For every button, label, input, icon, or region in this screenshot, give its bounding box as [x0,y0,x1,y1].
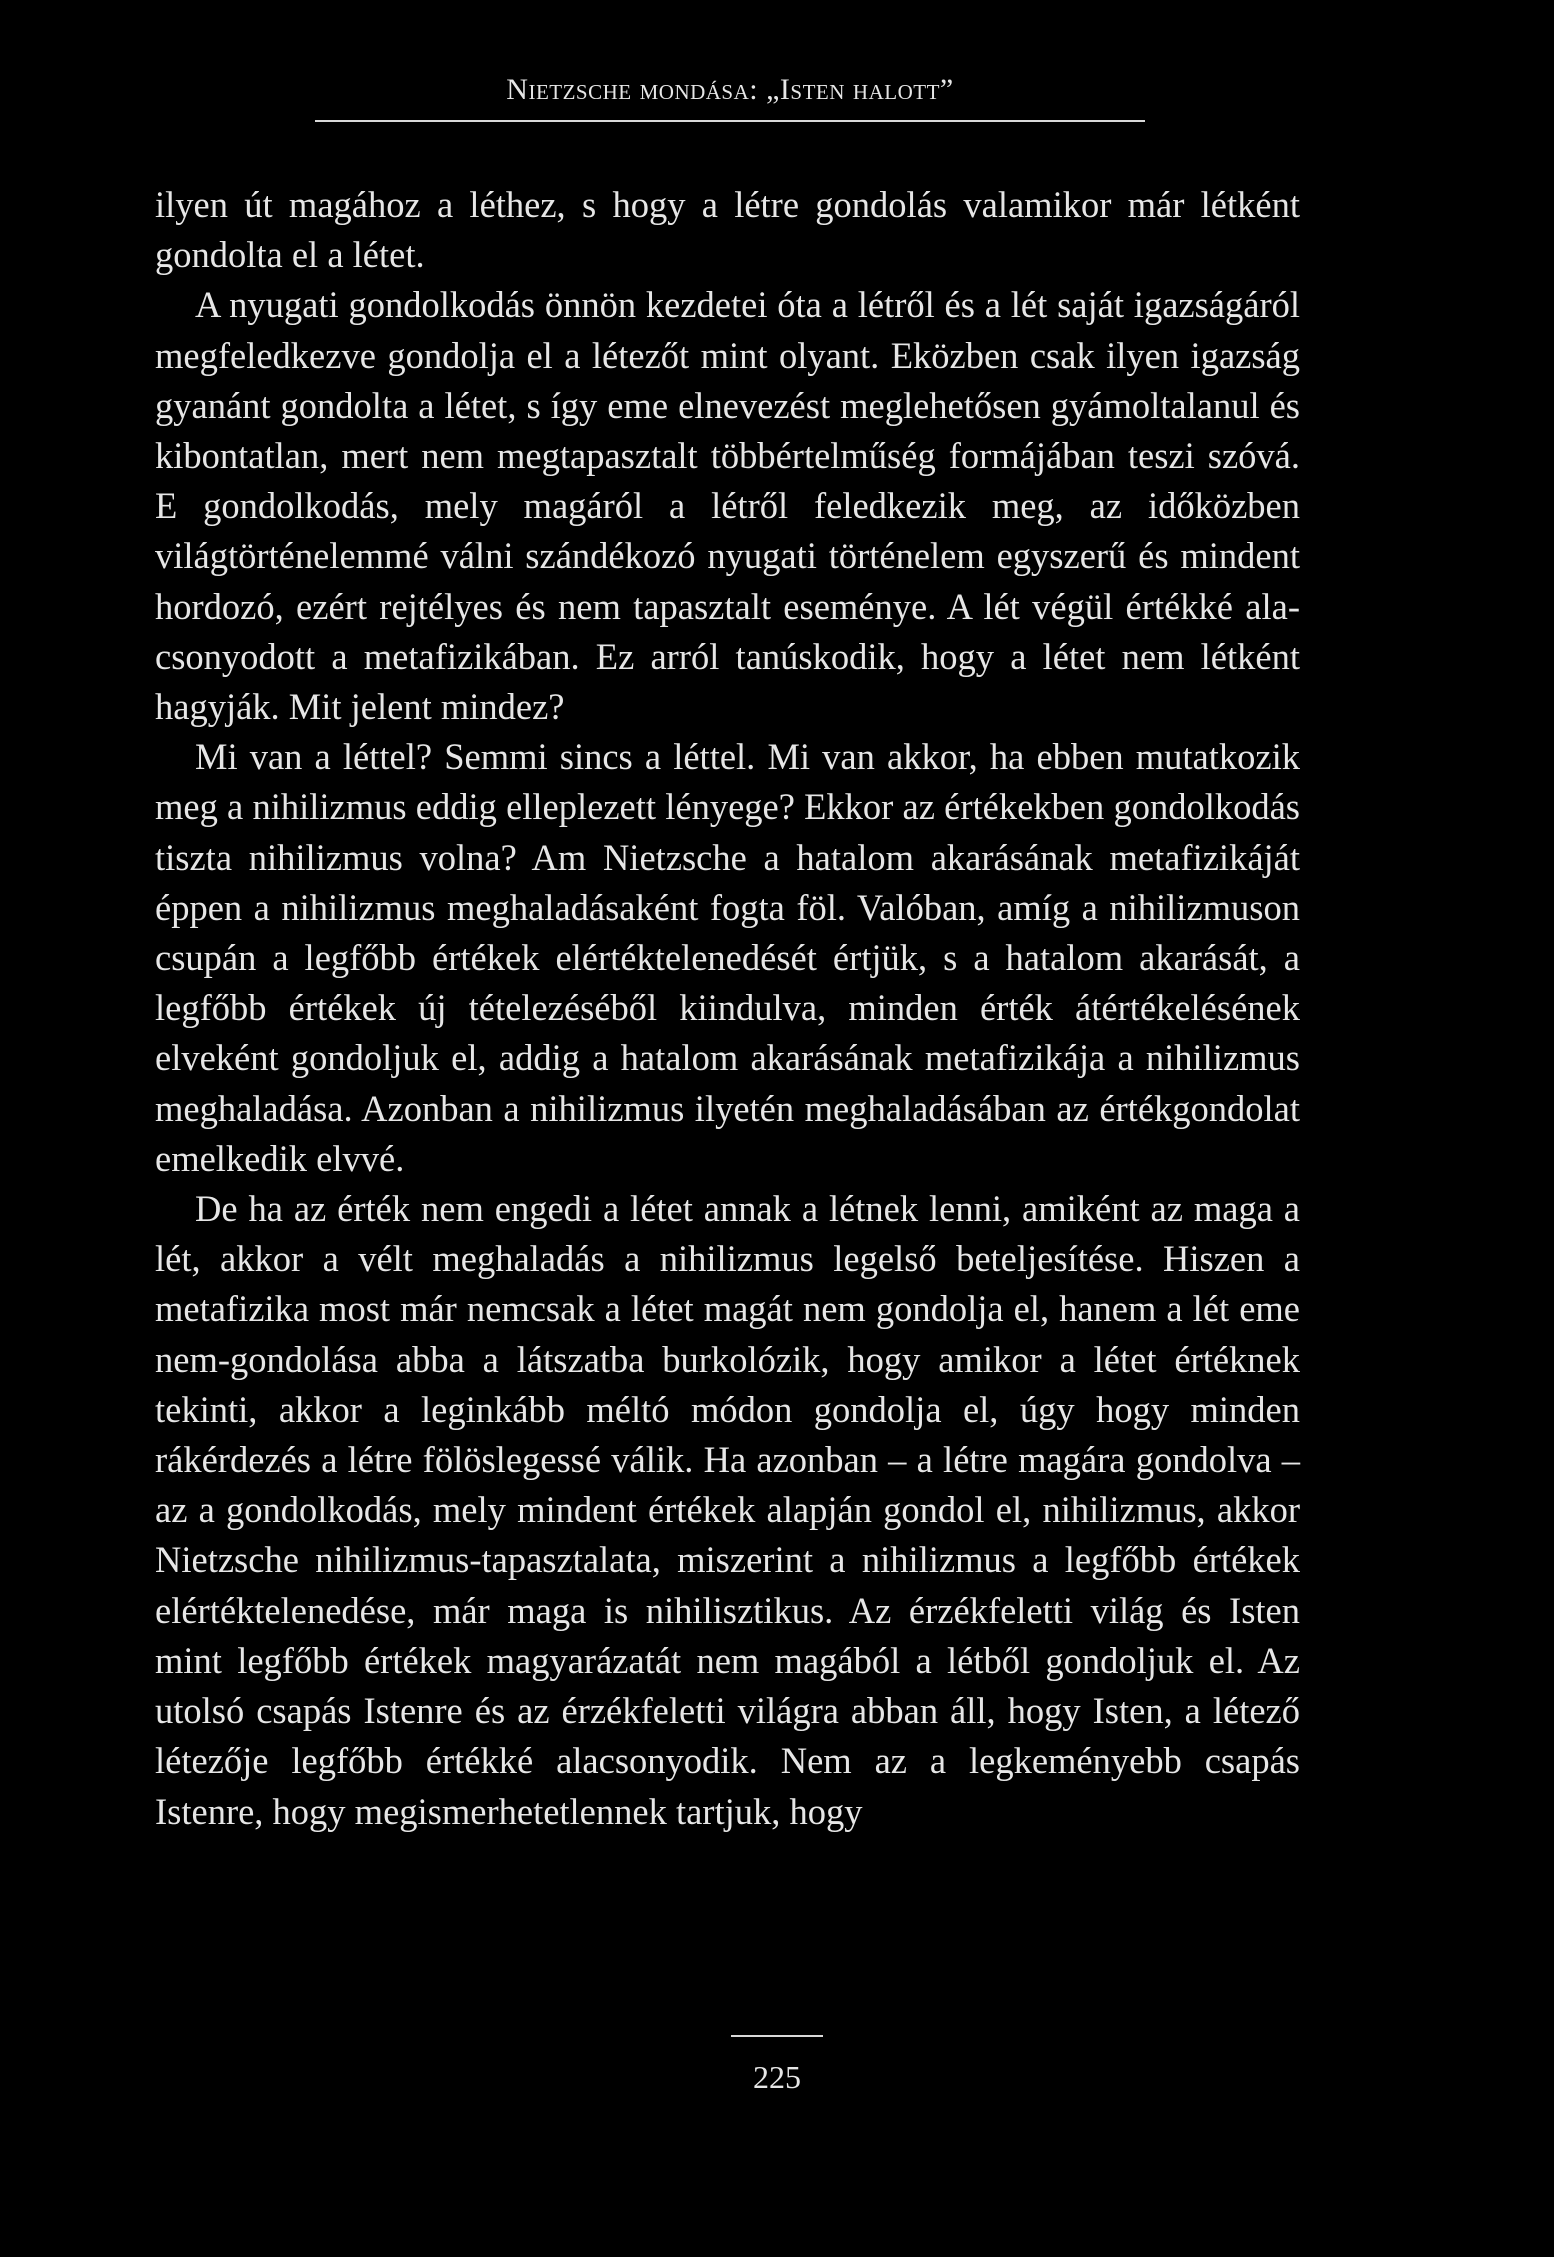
body-text [155,180,1300,1837]
page-footer [0,2035,1554,2097]
paragraph: Mi van a léttel? Semmi sincs a léttel. Mi van akkor, ha ebben mutatkozik meg a nihilizmus eddig elleplezett lényege? Ekkor az értékekben gondolkodás tiszta nihilizmus volna? Am Nietzsche a hatalom akarásának metafizikáját éppen a nihilizmus meghaladásaként fogta föl. Valóban, amíg a nihilizmuson csupán a legfőbb értékek elértéktelenedését értjük, s a hatalom akarását, a legfőbb értékek új tételezéséből kiindulva, minden érték átértékelésének elveként gondoljuk el, addig a hatalom akarásának metafizikája a nihilizmus meghaladása. Azonban a nihilizmus ilyetén meghaladásában az értékgondolat emelkedik elvvé. [155,736,1300,1179]
paragraph: De ha az érték nem engedi a létet annak a létnek lenni, amiként az maga a lét, akkor a vélt meghaladás a nihilizmus legelső beteljesítése. Hiszen a metafizika most már nemcsak a létet magát nem gondolja el, hanem a lét eme nem-gondolása abba a látszatba burkolózik, hogy amikor a létet értéknek tekinti, akkor a leginkább méltó módon gondolja el, úgy hogy minden rákérdezés a létre fölöslegessé válik. Ha azonban – a létre magára gondolva – az a gondolkodás, mely mindent értékek alapján gondol el, nihilizmus, akkor Nietzsche nihilizmus-tapasztalata, miszerint a nihilizmus a legfőbb értékek elértéktelenedése, már maga is nihilisztikus. Az érzékfeletti világ és Isten mint legfőbb értékek magyarázatát nem magából a létből gondoljuk el. Az utolsó csapás Istenre és az érzékfeletti világra abban áll, hogy Isten, a létező létezője legfőbb értékké alacsonyodik. Nem az a legkeményebb csapás Istenre, hogy megismerhetetlennek tartjuk, hogy [155,1188,1300,1832]
footer-rule [731,2035,823,2037]
paragraph: A nyugati gondolkodás önnön kezdetei óta a létről és a lét saját igazságáról megfeledkezve gondolja el a létezőt mint olyant. Eközben csak ilyen igazság gyanánt gondolta a létet, s így eme elnevezést meglehetősen gyámoltalanul és kibontatlan, mert nem megtapasztalt többértelműség formájában teszi szóvá. E gondolkodás, mely magáról a létről feledkezik meg, az időközben világtörténelemmé válni szándékozó nyugati történelem egyszerű és mindent hordozó, ezért rejtélyes és nem tapasztalt eseménye. A lét végül értékké alacsonyodott a metafizikában. Ez arról tanúskodik, hogy a létet nem létként hagyják. Mit jelent mindez? [155,284,1300,728]
page-number: 225 [753,2059,801,2095]
paragraph: ilyen út magához a léthez, s hogy a létre gondolás valamikor már létként gondolta el a létet. [155,184,1300,276]
running-title: Nietzsche mondása: „Isten halott” [506,73,954,106]
running-header [315,70,1145,122]
header-rule [315,120,1145,122]
